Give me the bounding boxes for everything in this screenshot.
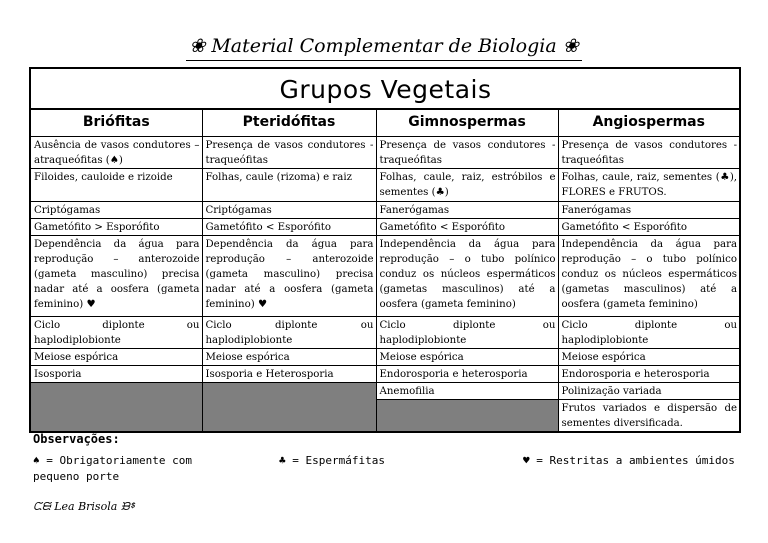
table-cell: Folhas, caule, raiz, estróbilos e sementes (♣)	[376, 168, 558, 201]
table-cell: Gametófito < Esporófito	[558, 218, 740, 235]
empty-gray-cell	[376, 399, 558, 432]
table-cell-polinizacao: Polinização variada	[558, 382, 740, 399]
table-cell: Meiose espórica	[30, 348, 202, 365]
table-row	[30, 348, 740, 365]
table-cell: Endorosporia e heterosporia	[558, 365, 740, 382]
table-row	[30, 201, 740, 218]
table-cell: Gametófito < Esporófito	[202, 218, 376, 235]
column-header-pteridofitas: Pteridófitas	[202, 109, 376, 136]
document-title: ❀ Material Complementar de Biologia ❀	[186, 33, 582, 61]
table-header-row	[30, 109, 740, 136]
table-title: Grupos Vegetais	[30, 68, 740, 109]
table-cell: Filoides, cauloide e rizoide	[30, 168, 202, 201]
table-cell: Isosporia e Heterosporia	[202, 365, 376, 382]
table-cell: Ciclo diplonte ou haplodiplobionte	[558, 316, 740, 348]
table-cell: Independência da água para reprodução – o tubo polínico conduz os núcleos espermáticos (gametas masculinos) até a oosfera (gameta feminino)	[376, 235, 558, 316]
table-cell: Dependência da água para reprodução – anterozoide (gameta masculino) precisa nadar até a oosfera (gameta feminino) ♥	[30, 235, 202, 316]
table-cell: Ciclo diplonte ou haplodiplobionte	[30, 316, 202, 348]
table-cell: Meiose espórica	[202, 348, 376, 365]
observation-item-club: ♣ = Espermáfitas	[279, 454, 385, 467]
table-cell: Folhas, caule, raiz, sementes (♣), FLORES e FRUTOS.	[558, 168, 740, 201]
table-cell: Gametófito < Esporófito	[376, 218, 558, 235]
table-row	[30, 218, 740, 235]
table-cell: Fanerógamas	[558, 201, 740, 218]
table-cell: Folhas, caule (rizoma) e raiz	[202, 168, 376, 201]
table-row	[30, 365, 740, 382]
table-cell: Ciclo diplonte ou haplodiplobionte	[202, 316, 376, 348]
table-cell: Fanerógamas	[376, 201, 558, 218]
column-header-briofitas: Briófitas	[30, 109, 202, 136]
column-header-gimnospermas: Gimnospermas	[376, 109, 558, 136]
table-row	[30, 316, 740, 348]
observation-item-spade: ♠ = Obrigatoriamente com pequeno porte	[33, 454, 192, 483]
table-cell: Criptógamas	[202, 201, 376, 218]
table-cell: Meiose espórica	[558, 348, 740, 365]
observation-item-heart: ♥ = Restritas a ambientes úmidos	[523, 454, 735, 467]
table-cell: Presença de vasos condutores - traqueófitas	[376, 136, 558, 168]
table-cell: Ausência de vasos condutores – atraqueófitas (♠)	[30, 136, 202, 168]
plant-groups-table	[29, 67, 741, 433]
empty-gray-cell	[30, 382, 202, 432]
column-header-angiospermas: Angiospermas	[558, 109, 740, 136]
table-cell: Independência da água para reprodução – o tubo polínico conduz os núcleos espermáticos (gametas masculinos) até a oosfera (gameta feminino)	[558, 235, 740, 316]
author-signature: ᙅᙦ Lea Brisola ᙖᙚ	[33, 500, 135, 513]
table-cell: Endorosporia e heterosporia	[376, 365, 558, 382]
table-cell: Criptógamas	[30, 201, 202, 218]
empty-gray-cell	[202, 382, 376, 432]
table-cell: Dependência da água para reprodução – anterozoide (gameta masculino) precisa nadar até a oosfera (gameta feminino) ♥	[202, 235, 376, 316]
table-row	[30, 235, 740, 316]
table-cell: Presença de vasos condutores - traqueófitas	[202, 136, 376, 168]
observations-title: Observações:	[33, 432, 120, 446]
table-row	[30, 382, 740, 399]
table-cell: Ciclo diplonte ou haplodiplobionte	[376, 316, 558, 348]
table-cell: Gametófito > Esporófito	[30, 218, 202, 235]
table-cell: Meiose espórica	[376, 348, 558, 365]
table-row	[30, 136, 740, 168]
table-cell-frutos: Frutos variados e dispersão de sementes diversificada.	[558, 399, 740, 432]
table-cell: Presença de vasos condutores - traqueófitas	[558, 136, 740, 168]
table-row	[30, 168, 740, 201]
table-cell-anemofilia: Anemofilia	[376, 382, 558, 399]
table-cell: Isosporia	[30, 365, 202, 382]
